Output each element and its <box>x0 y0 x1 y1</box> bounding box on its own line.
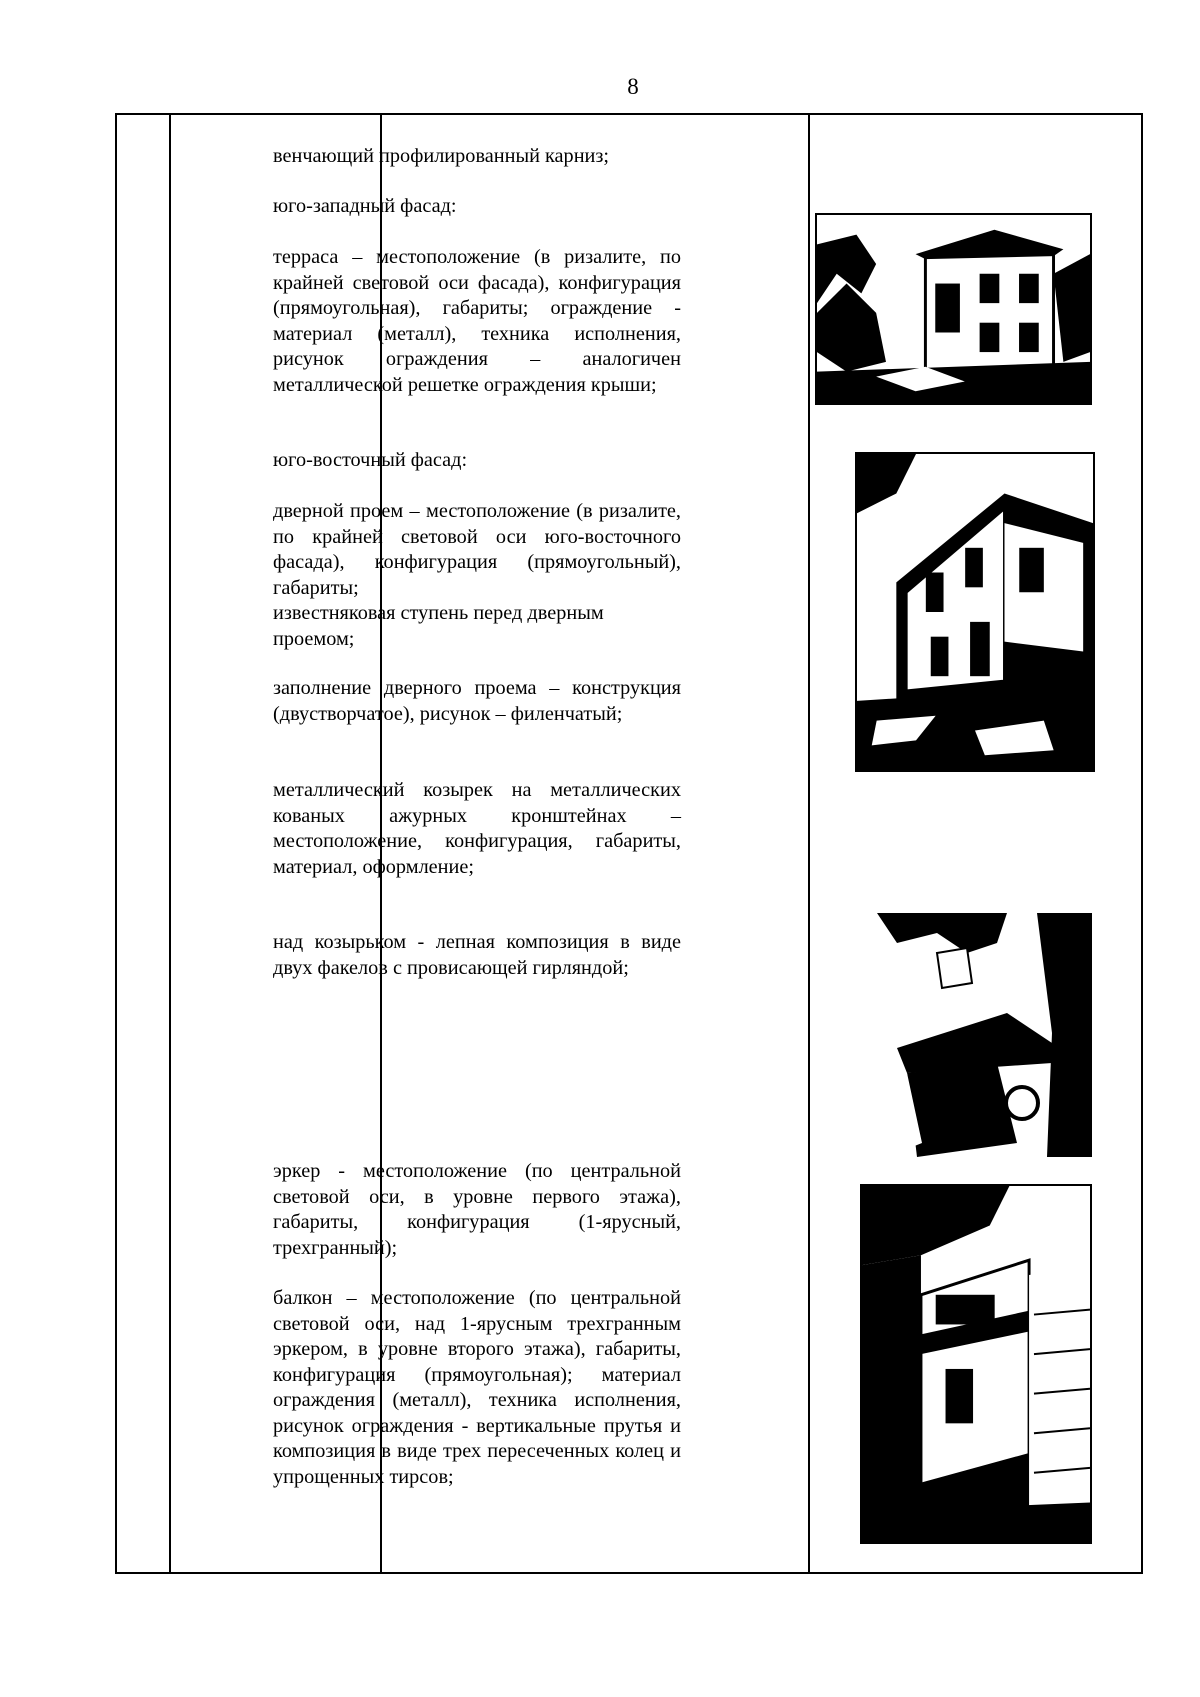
bay-window-balcony-photo <box>860 1184 1092 1544</box>
paragraph-southeast-facade-heading: юго-восточный фасад: <box>273 449 468 471</box>
column-divider <box>808 115 810 1572</box>
building-southwest-facade-photo <box>815 213 1092 405</box>
paragraph-stucco-composition: над козырьком - лепная композиция в виде двух факелов с провисающей гирляндой; <box>273 931 681 979</box>
page-number: 8 <box>627 74 639 99</box>
paragraph-southwest-facade-heading: юго-западный фасад: <box>273 195 457 217</box>
paragraph-door-opening: дверной проем – местоположение (в ризалите, по крайней световой оси юго-восточного фасада), конфигурация (прямоугольный), габариты; известняковая ступень перед дверным проемом; <box>273 500 681 650</box>
paragraph-balcony: балкон – местоположение (по центральной световой оси, над 1-ярусным трехгранным эркером, в уровне второго этажа), габариты, конфигурация (прямоугольная); материал ограждения (металл), техника исполнения, рисунок ограждения - вертикальные прутья и композиция в виде трех пересеченных колец и упрощенных тирсов; <box>273 1287 681 1488</box>
paragraph-cornice: венчающий профилированный карниз; <box>273 145 610 167</box>
column-divider <box>169 115 171 1572</box>
paragraph-canopy: металлический козырек на металлических кованых ажурных кронштейнах – местоположение, конфигурация, габариты, материал, оформление; <box>273 779 681 878</box>
canopy-stucco-detail-photo <box>877 913 1092 1157</box>
building-southeast-facade-photo <box>855 452 1095 772</box>
paragraph-bay-window: эркер - местоположение (по центральной световой оси, в уровне первого этажа), габариты, конфигурация (1-ярусный, трехгранный); <box>273 1160 681 1259</box>
paragraph-door-filling: заполнение дверного проема – конструкция (двустворчатое), рисунок – филенчатый; <box>273 677 681 725</box>
paragraph-terrace: терраса – местоположение (в ризалите, по крайней световой оси фасада), конфигурация (прямоугольная), габариты; ограждение - материал (металл), техника исполнения, рисунок ограждения – аналогичен металлической решетке ограждения крыши; <box>273 246 681 396</box>
